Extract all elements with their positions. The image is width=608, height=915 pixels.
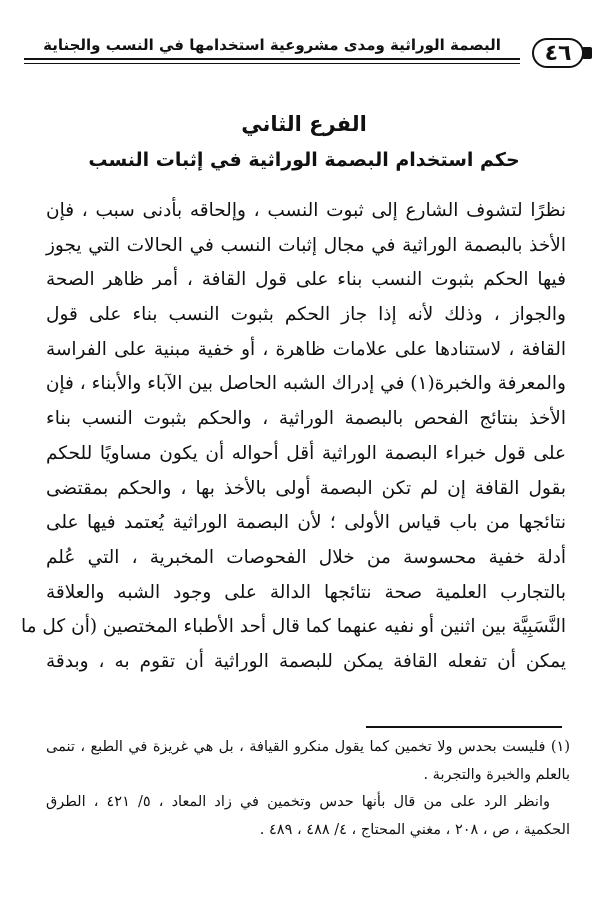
footnote-line: الحكمية ، ص ، ٢٠٨ ، مغني المحتاج ، ٤/ ٤٨٨ ، ٤٨٩ . bbox=[259, 821, 570, 838]
body-line: القافة ، لاستنادها على علامات ظاهرة ، أو خفية مبنية على الفراسة bbox=[46, 338, 566, 360]
footnote-line: (١) فليست بحدس ولا تخمين كما يقول منكرو القيافة ، بل هي غريزة في الطبع ، تنمى bbox=[46, 739, 570, 755]
body-line: نظرًا لتشوف الشارع إلى ثبوت النسب ، وإلحاقه بأدنى سبب ، فإن bbox=[46, 200, 566, 221]
footnotes bbox=[46, 734, 570, 844]
footnote-separator bbox=[366, 726, 562, 728]
running-title: البصمة الوراثية ومدى مشروعية استخدامها في النسب والجناية bbox=[43, 36, 501, 54]
body-line: نتائجها من باب قياس الأولى ؛ لأن البصمة الوراثية يُعتمد فيها على bbox=[46, 512, 566, 534]
running-header bbox=[24, 34, 584, 72]
page-number: ٤٦ bbox=[532, 38, 584, 68]
body-line: يمكن أن تفعله القافة يمكن للبصمة الوراثية أن تقوم به ، وبدقة bbox=[46, 650, 566, 672]
body-text bbox=[20, 194, 566, 680]
body-line: النَّسَبِيَّة بين اثنين أو نفيه عنهما كما قال أحد الأطباء المختصين (أن كل ما bbox=[20, 616, 566, 638]
body-line: الأخذ بنتائج الفحص بالبصمة الوراثية ، والحكم بثبوت النسب بناء bbox=[46, 408, 566, 430]
body-line: والمعرفة والخبرة(١) في إدراك الشبه الحاصل بين الآباء والأبناء ، فإن bbox=[45, 373, 566, 395]
body-line: على قول خبراء البصمة الوراثية أقل أحواله أن يكون مساويًا للحكم bbox=[46, 442, 566, 464]
branch-title: الفرع الثاني bbox=[241, 112, 367, 136]
footnote-line: وانظر الرد على من قال بأنها حدس وتخمين في زاد المعاد ، ٥/ ٤٢١ ، الطرق bbox=[46, 794, 550, 810]
body-line: الأخذ بالبصمة الوراثية في مجال إثبات النسب في الحالات التي يجوز bbox=[46, 234, 566, 256]
body-line: فيها الحكم بثبوت النسب بناء على قول القافة ، أمر ظاهر الصحة bbox=[46, 269, 566, 291]
header-rule-thin bbox=[24, 63, 520, 64]
footnote-line: بالعلم والخبرة والتجربة . bbox=[423, 766, 570, 783]
section-title: حكم استخدام البصمة الوراثية في إثبات النسب bbox=[88, 149, 520, 171]
header-rule-thick bbox=[24, 58, 520, 60]
body-line: بقول القافة إن لم تكن البصمة أولى بالأخذ بها ، والحكم بمقتضى bbox=[46, 477, 566, 499]
body-line: بالتجارب العلمية صحة نتائجها الدالة على وجود الشبه والعلاقة bbox=[46, 581, 566, 603]
body-line: والجواز ، وذلك لأنه إذا جاز الحكم بثبوت النسب بناء على قول bbox=[46, 304, 566, 326]
body-line: أدلة خفية محسوسة من خلال الفحوصات المخبرية ، التي عُلم bbox=[46, 546, 566, 568]
